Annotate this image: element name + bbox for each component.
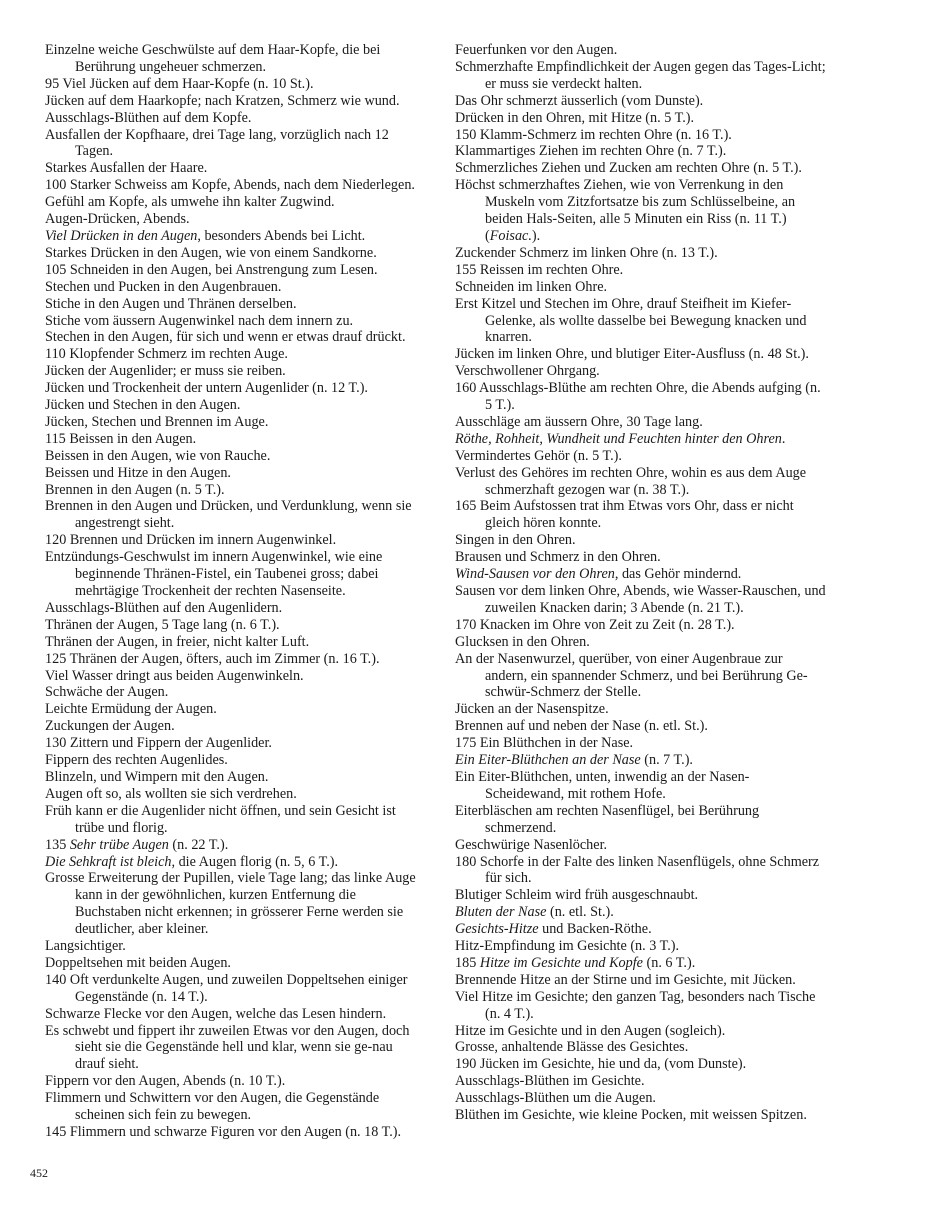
entry-text: Es schwebt und fippert ihr zuweilen Etwas vor den Augen, doch sieht sie die Gegenstände hell und klar, wenn sie ge-nau drauf sieht. [45,1022,410,1073]
entry-text: Jücken und Stechen in den Augen. [45,397,241,414]
symptom-entry [30,769,418,786]
symptom-entry [30,634,418,651]
symptom-entry [440,380,828,414]
symptom-entry [440,1107,828,1124]
entry-text: Jücken auf dem Haarkopfe; nach Kratzen, Schmerz wie wund. [45,92,400,109]
entry-text: Reissen im rechten Ohre. [479,261,624,278]
entry-text: Viel Hitze im Gesichte; den ganzen Tag, besonders nach Tische (n. 4 T.). [455,988,816,1022]
entry-text: Knacken im Ohre von Zeit zu Zeit (n. 28 T.). [479,616,735,633]
entry-text: Glucksen in den Ohren. [455,633,590,650]
entry-text: Brennen in den Augen und Drücken, und Verdunklung, wenn sie angestrengt sieht. [45,498,412,532]
symptom-entry [30,465,418,482]
entry-text: Verlust des Gehöres im rechten Ohre, wohin es aus dem Auge schmerzhaft gezogen war (n. 38 T.). [455,464,807,498]
entry-text: ). [531,227,541,244]
entry-text: Ein Blüthchen in der Nase. [479,735,634,752]
italic-text: Die Sehkraft ist bleich [45,853,172,870]
symptom-entry [30,718,418,735]
symptom-entry [30,955,418,972]
symptom-entry [30,346,418,363]
entry-text: Schneiden in den Augen, bei Anstrengung zum Lesen. [69,261,378,278]
entry-text: Augen oft so, als wollten sie sich verdrehen. [45,785,297,802]
line-number: 120 [45,532,67,549]
symptom-entry [440,955,828,972]
entry-text: Thränen der Augen, öfters, auch im Zimmer (n. 16 T.). [69,650,380,667]
symptom-entry [30,110,418,127]
entry-text: Zuckender Schmerz im linken Ohre (n. 13 T.). [455,244,718,261]
symptom-entry [30,262,418,279]
entry-text: Schwäche der Augen. [45,684,169,701]
symptom-entry [30,786,418,803]
symptom-entry [440,938,828,955]
entry-text: Flimmern und Schwittern vor den Augen, die Gegenstände scheinen sich fein zu bewegen. [45,1090,380,1124]
entry-text: Schmerzhafte Empfindlichkeit der Augen gegen das Tages-Licht; er muss sie verdeckt halten. [455,58,826,92]
entry-text: Langsichtiger. [45,938,126,955]
symptom-entry [30,837,418,854]
entry-text: (n. 22 T.). [168,836,229,853]
symptom-entry [30,211,418,228]
entry-text: Brennen auf und neben der Nase (n. etl. St.). [455,718,708,735]
symptom-entry [30,1124,418,1141]
line-number: 150 [455,126,477,143]
symptom-entry [440,718,828,735]
line-number: 180 [455,853,477,870]
entry-text: Flimmern und schwarze Figuren vor den Augen (n. 18 T.). [69,1124,402,1140]
entry-text: Brennen in den Augen (n. 5 T.). [45,481,225,498]
entry-text: Verschwollener Ohrgang. [455,363,600,380]
entry-text: Früh kann er die Augenlider nicht öffnen, und sein Gesicht ist trübe und florig. [45,802,396,836]
entry-text: Klopfender Schmerz im rechten Auge. [69,346,288,363]
entry-text: , die Augen florig (n. 5, 6 T.). [171,853,339,870]
entry-text: Das Ohr schmerzt äusserlich (vom Dunste). [455,92,704,109]
symptom-entry [440,972,828,989]
line-number: 115 [45,430,66,447]
entry-text: Starkes Ausfallen der Haare. [45,160,208,177]
symptom-entry [440,363,828,380]
symptom-entry [440,1090,828,1107]
entry-text: Zittern und Fippern der Augenlider. [69,735,272,752]
entry-text: Stechen und Pucken in den Augenbrauen. [45,278,282,295]
entry-text: Zuckungen der Augen. [45,718,175,735]
entry-text: Brennen und Drücken im innern Augenwinkel. [69,532,337,549]
entry-text: Schneiden im linken Ohre. [455,278,608,295]
symptom-entry [440,701,828,718]
entry-text: Grosse Erweiterung der Pupillen, viele Tage lang; das linke Auge kann in der gewöhnlichen, kurzen Entfernung die Buchstaben nicht erkennen; in grösserer Ferne werden sie deutlicher, aber kleiner. [45,870,416,938]
line-number: 140 [45,971,67,988]
entry-text: , besonders Abends bei Licht. [197,227,366,244]
symptom-entry [440,752,828,769]
symptom-entry [30,684,418,701]
entry-text: Drücken in den Ohren, mit Hitze (n. 5 T.). [455,109,695,126]
entry-text: Brausen und Schmerz in den Ohren. [455,549,661,566]
entry-text: Oft verdunkelte Augen, und zuweilen Doppeltsehen einiger Gegenstände (n. 14 T.). [69,971,408,1005]
italic-text: Viel Drücken in den Augen [45,227,198,244]
entry-text: Entzündungs-Geschwulst im innern Augenwinkel, wie eine beginnende Thränen-Fistel, ein Taubenei gross; dabei mehrtägige Trockenheit der rechten Nasenseite. [45,549,383,599]
symptom-entry [30,42,418,76]
entry-text: Klamm-Schmerz im rechten Ohre (n. 16 T.). [479,126,732,143]
line-number: 165 [455,498,477,515]
symptom-entry [30,397,418,414]
symptom-entry [30,651,418,668]
line-number: 175 [455,735,477,752]
entry-text: Blüthen im Gesichte, wie kleine Pocken, mit weissen Spitzen. [455,1107,807,1124]
line-number: 95 [45,75,60,92]
symptom-entry [440,143,828,160]
entry-text: Einzelne weiche Geschwülste auf dem Haar-Kopfe, die bei Berührung ungeheuer schmerzen. [45,42,381,75]
line-number: 185 [455,954,477,971]
entry-text: Ausschlags-Blüthen auf den Augenlidern. [45,599,283,616]
entry-text: Ein Eiter-Blüthchen, unten, inwendig an der Nasen-Scheidewand, mit rothem Hofe. [455,768,750,802]
line-number: 105 [45,261,67,278]
entry-text: (n. 7 T.). [640,752,693,769]
entry-text: Hitze im Gesichte und in den Augen (sogleich). [455,1022,726,1039]
entry-text: Blutiger Schleim wird früh ausgeschnaubt. [455,887,699,904]
entry-text: Schorfe in der Falte des linken Nasenflügels, ohne Schmerz für sich. [479,853,820,887]
entry-text: Jücken der Augenlider; er muss sie reiben. [45,363,286,380]
symptom-entry [30,735,418,752]
entry-text: Ausschlags-Blüthe am rechten Ohre, die Abends aufging (n. 5 T.). [479,380,821,414]
symptom-entry [440,887,828,904]
entry-text: Erst Kitzel und Stechen im Ohre, drauf Steifheit im Kiefer-Gelenke, als wollte dasselbe bei Bewegung knacken und knarren. [455,295,807,346]
line-number: 125 [45,650,67,667]
entry-text: Höchst schmerzhaftes Ziehen, wie von Verrenkung in den Muskeln vom Zitzfortsatze bis zum Schlüsselbeine, an beiden Hals-Seiten, alle 5 Minuten ein Riss (n. 11 T.) ( [455,177,796,244]
entry-text: Klammartiges Ziehen im rechten Ohre (n. 7 T.). [455,143,727,160]
line-number: 135 [45,836,67,853]
italic-text: Sehr trübe Augen [69,836,169,853]
symptom-entry [440,262,828,279]
line-number: 145 [45,1124,67,1140]
symptom-entry [440,1073,828,1090]
symptom-entry [30,431,418,448]
symptom-entry [30,549,418,600]
entry-text: Thränen der Augen, in freier, nicht kalter Luft. [45,633,310,650]
entry-text: Eiterbläschen am rechten Nasenflügel, bei Berührung schmerzend. [455,802,760,836]
line-number: 110 [45,346,66,363]
symptom-entry [30,972,418,1006]
symptom-entry [440,465,828,499]
symptom-entry [440,583,828,617]
symptom-entry [440,904,828,921]
symptom-entry [440,346,828,363]
italic-text: Wind-Sausen vor den Ohren [455,566,615,583]
symptom-entry [440,651,828,702]
entry-text: Brennende Hitze an der Stirne und im Gesichte, mit Jücken. [455,971,796,988]
symptom-entry [440,769,828,803]
left-column [30,42,418,1141]
line-number: 160 [455,380,477,397]
page-number: 452 [30,1166,48,1180]
symptom-entry [30,701,418,718]
symptom-entry [440,414,828,431]
entry-text: Viel Wasser dringt aus beiden Augenwinkeln. [45,667,304,684]
entry-text: Starker Schweiss am Kopfe, Abends, nach dem Niederlegen. [69,177,415,194]
symptom-entry [440,279,828,296]
entry-text: Beissen in den Augen, wie von Rauche. [45,447,271,464]
symptom-entry [30,127,418,161]
symptom-entry [30,617,418,634]
italic-text: Röthe, Rohheit, Wundheit und Feuchten hinter den Ohren [455,430,782,447]
symptom-entry [30,448,418,465]
entry-text: Stiche vom äussern Augenwinkel nach dem innern zu. [45,312,354,329]
symptom-entry [30,228,418,245]
symptom-entry [30,1023,418,1074]
symptom-entry [30,279,418,296]
entry-text: Geschwürige Nasenlöcher. [455,836,608,853]
symptom-entry [30,177,418,194]
entry-text: Stiche in den Augen und Thränen derselben. [45,295,297,312]
symptom-entry [30,313,418,330]
symptom-entry [440,498,828,532]
entry-text: Beim Aufstossen trat ihm Etwas vors Ohr, dass er nicht gleich hören konnte. [479,498,794,532]
italic-text: Gesichts-Hitze [455,921,539,938]
italic-text: Ein Eiter-Blüthchen an der Nase [455,752,641,769]
symptom-entry [440,837,828,854]
symptom-entry [30,76,418,93]
entry-text: Beissen und Hitze in den Augen. [45,464,231,481]
entry-text: Ausfallen der Kopfhaare, drei Tage lang, vorzüglich nach 12 Tagen. [45,126,389,160]
symptom-entry [30,668,418,685]
symptom-entry [30,363,418,380]
symptom-entry [30,803,418,837]
symptom-entry [30,380,418,397]
symptom-entry [30,482,418,499]
line-number: 100 [45,177,67,194]
entry-text: Feuerfunken vor den Augen. [455,42,618,58]
entry-text: Jücken, Stechen und Brennen im Auge. [45,413,269,430]
line-number: 190 [455,1056,477,1073]
line-number: 130 [45,735,67,752]
symptom-entry [440,431,828,448]
entry-text: Hitz-Empfindung im Gesichte (n. 3 T.). [455,938,680,955]
symptom-entry [30,296,418,313]
symptom-entry [440,59,828,93]
entry-text: , das Gehör mindernd. [614,566,742,583]
symptom-entry [440,42,828,59]
symptom-entry [30,414,418,431]
entry-text: Stechen in den Augen, für sich und wenn er etwas drauf drückt. [45,329,406,346]
entry-text: Vermindertes Gehör (n. 5 T.). [455,447,622,464]
symptom-entry [30,498,418,532]
symptom-entry [440,617,828,634]
symptom-entry [30,600,418,617]
symptom-entry [30,1006,418,1023]
italic-text: Bluten der Nase [455,904,547,921]
entry-text: Fippern des rechten Augenlides. [45,752,228,769]
entry-text: Jücken im linken Ohre, und blutiger Eiter-Ausfluss (n. 48 St.). [455,346,809,363]
entry-text: Singen in den Ohren. [455,532,576,549]
symptom-entry [440,177,828,245]
symptom-entry [440,1056,828,1073]
symptom-entry [440,921,828,938]
entry-text: Grosse, anhaltende Blässe des Gesichtes. [455,1039,689,1056]
entry-text: Gefühl am Kopfe, als umwehe ihn kalter Zugwind. [45,194,335,211]
entry-text: Beissen in den Augen. [69,430,197,447]
symptom-entry [30,1090,418,1124]
entry-text: Schmerzliches Ziehen und Zucken am rechten Ohre (n. 5 T.). [455,160,802,177]
symptom-entry [440,566,828,583]
entry-text: Augen-Drücken, Abends. [45,211,190,228]
symptom-entry [440,110,828,127]
entry-text: Ausschlags-Blüthen auf dem Kopfe. [45,109,252,126]
entry-text: Leichte Ermüdung der Augen. [45,701,217,718]
italic-text: Foisac. [489,227,532,244]
symptom-entry [30,160,418,177]
symptom-entry [440,854,828,888]
entry-text: Jücken im Gesichte, hie und da, (vom Dunste). [479,1056,747,1073]
symptom-entry [30,752,418,769]
line-number: 155 [455,261,477,278]
entry-text: Viel Jücken auf dem Haar-Kopfe (n. 10 St.). [62,75,314,92]
symptom-entry [30,854,418,871]
entry-text: und Backen-Röthe. [538,921,652,938]
symptom-entry [440,803,828,837]
entry-text: Ausschläge am äussern Ohre, 30 Tage lang. [455,413,703,430]
symptom-entry [440,93,828,110]
entry-text: Ausschlags-Blüthen im Gesichte. [455,1073,645,1090]
entry-text: Doppeltsehen mit beiden Augen. [45,954,231,971]
symptom-entry [30,532,418,549]
entry-text: Blinzeln, und Wimpern mit den Augen. [45,768,269,785]
entry-text: Thränen der Augen, 5 Tage lang (n. 6 T.). [45,616,280,633]
symptom-entry [440,532,828,549]
symptom-entry [30,870,418,938]
symptom-entry [30,194,418,211]
entry-text: Fippern vor den Augen, Abends (n. 10 T.). [45,1073,286,1090]
entry-text: . [781,430,786,447]
symptom-entry [440,549,828,566]
symptom-entry [440,1023,828,1040]
entry-text: An der Nasenwurzel, querüber, von einer Augenbraue zur andern, ein spannender Schmerz, und bei Berührung Ge-schwür-Schmerz der Stelle. [455,650,808,701]
entry-text: Jücken und Trockenheit der untern Augenlider (n. 12 T.). [45,380,368,397]
symptom-entry [440,989,828,1023]
entry-text: Sausen vor dem linken Ohre, Abends, wie Wasser-Rauschen, und zuweilen Knacken darin; 3 Abende (n. 21 T.). [455,583,826,616]
symptom-entry [440,160,828,177]
symptom-entry [440,735,828,752]
symptom-entry [30,245,418,262]
symptom-entry [440,1039,828,1056]
symptom-entry [440,448,828,465]
symptom-entry [440,296,828,347]
entry-text: Jücken an der Nasenspitze. [455,701,609,718]
symptom-entry [30,329,418,346]
entry-text: (n. etl. St.). [546,904,614,921]
entry-text: Starkes Drücken in den Augen, wie von einem Sandkorne. [45,244,377,261]
symptom-entry [440,634,828,651]
symptom-entry [30,1073,418,1090]
line-number: 170 [455,616,477,633]
entry-text: Schwarze Flecke vor den Augen, welche das Lesen hindern. [45,1005,387,1022]
right-column [440,42,828,1124]
symptom-entry [30,93,418,110]
symptom-entry [440,245,828,262]
entry-text: Ausschlags-Blüthen um die Augen. [455,1090,656,1107]
symptom-entry [30,938,418,955]
italic-text: Hitze im Gesichte und Kopfe [479,954,643,971]
entry-text: (n. 6 T.). [642,954,696,971]
symptom-entry [440,127,828,144]
